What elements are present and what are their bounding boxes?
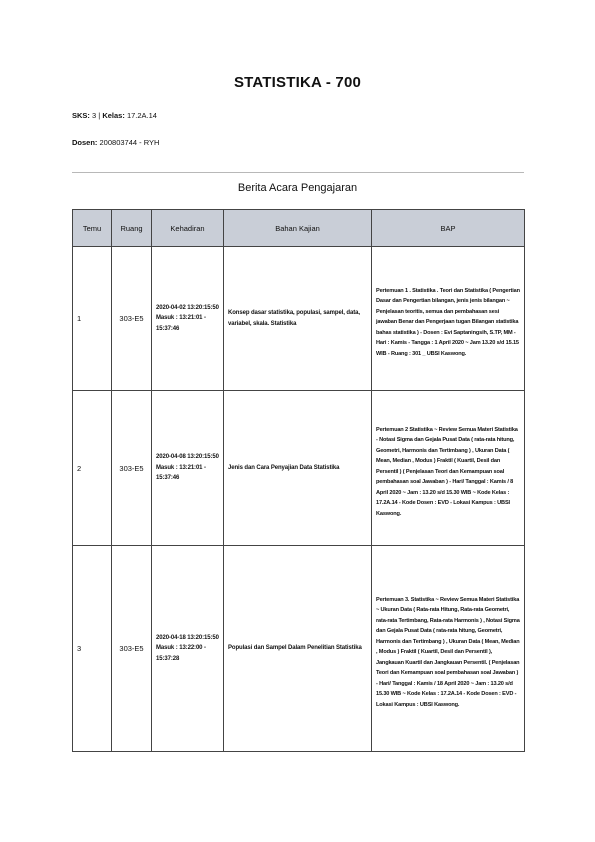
table-row [73,391,525,546]
header-bap: BAP [372,210,525,247]
bap-text: Pertemuan 2 Statistika ~ Review Semua Materi Statistika - Notasi Sigma dan Gejala Pusat Data ( rata-rata hitung, Geometri, Harmonis dan Tertimbang ) , Ukuran Data ( Mean, Median , Modus ) Fraktil ( Kuartil, Desil dan Persentil ) ( Penjelasan Teori dan Kemampuan soal pembahasan soal Jawaban ) - Hari/ Tanggal : Kamis / 8 April 2020 ~ Jam : 13.20 s/d 15.30 WIB ~ Kode Kelas : 17.2A.14 - Kode Dosen : EVD - Lokasi Kampus : UBSI Kaswong. [376,426,518,517]
sks-label: SKS [72,111,88,120]
bap-cell [372,546,525,752]
temu-cell: 2 [73,391,112,546]
bap-table [72,209,525,752]
header-kehadiran: Kehadiran [152,210,224,247]
bahan-kajian-cell: Populasi dan Sampel Dalam Penelitian Statistika [224,546,372,752]
kelas-label: Kelas [102,111,123,120]
header-ruang: Ruang [112,210,152,247]
table-header-row [73,210,525,247]
kehadiran-cell: 2020-04-08 13:20:15:50 Masuk : 13:21:01 - 15:37:46 [152,391,224,546]
bap-text: Pertemuan 3. Statistika ~ Review Semua Materi Statistika ~ Ukuran Data ( Rata-rata Hitung, Rata-rata Geometri, rata-rata Tertimbang, Rata-rata Harmonis ) , Notasi Sigma dan Gejala Pusat Data ( rata-rata hitung, Geometri, Harmonis dan Tertimbang ) , Ukuran Data ( Mean, Median , Modus ) Fraktil ( Kuartil, Desil dan Persentil ), Jangkauan Kuartil dan Jangkauan Persentil. ( Penjelasan Teori dan Kemampuan soal pembahasan soal Jawaban ) - Hari/ Tanggal : Kamis / 18 April 2020 ~ Jam : 13.20 s/d 15.30 WIB ~ Kode Kelas : 17.2A.14 - Kode Dosen : EVD - Lokasi Kampus : UBSI Kaswong. [376,596,520,708]
temu-cell: 3 [73,546,112,752]
ruang-cell: 303-E5 [112,247,152,391]
temu-cell: 1 [73,247,112,391]
table-row [73,546,525,752]
dosen-line: Dosen: 200803744 - RYH [72,138,160,147]
header-temu: Temu [73,210,112,247]
bap-cell [372,391,525,546]
page-title: STATISTIKA - 700 [233,74,362,91]
kehadiran-cell: 2020-04-02 13:20:15:50 Masuk : 13:21:01 - 15:37:46 [152,247,224,391]
bahan-kajian-cell: Konsep dasar statistika, populasi, sampel, data, variabel, skala. Statistika [224,247,372,391]
bahan-kajian-cell: Jenis dan Cara Penyajian Data Statistika [224,391,372,546]
kelas-value: 17.2A.14 [126,111,157,120]
ruang-cell: 303-E5 [112,391,152,546]
dosen-label: Dosen [72,138,95,147]
ruang-cell: 303-E5 [112,546,152,752]
section-title: Berita Acara Pengajaran [237,182,358,194]
header-bahan-kajian: Bahan Kajian [224,210,372,247]
course-meta-line: SKS: 3 | Kelas: 17.2A.14 [72,111,157,120]
bap-cell [372,247,525,391]
table-row [73,247,525,391]
bap-text: Pertemuan 1 . Statistika . Teori dan Statistika ( Pengertian Dasar dan Pengertian bilangan, jenis jenis bilangan ~ Penjelasan teoritis, semua dan pembahasan sesi jawaban Benar dan Pengerjaan tugan Bilangan statistika bahas statistika ) - Dosen : Evi Saptaningsih, S.TP, MM - Hari : Kamis - Tangga : 1 April 2020 ~ Jam 13.20 s/d 15.15 WIB - Ruang : 301 _ UBSI Kaswong. [376,287,520,357]
sks-value: 3 [92,111,97,120]
meta-separator: | [98,111,101,120]
dosen-value: 200803744 - RYH [99,138,160,147]
kehadiran-cell: 2020-04-18 13:20:15:50 Masuk : 13:22:00 - 15:37:28 [152,546,224,752]
divider [72,172,524,173]
